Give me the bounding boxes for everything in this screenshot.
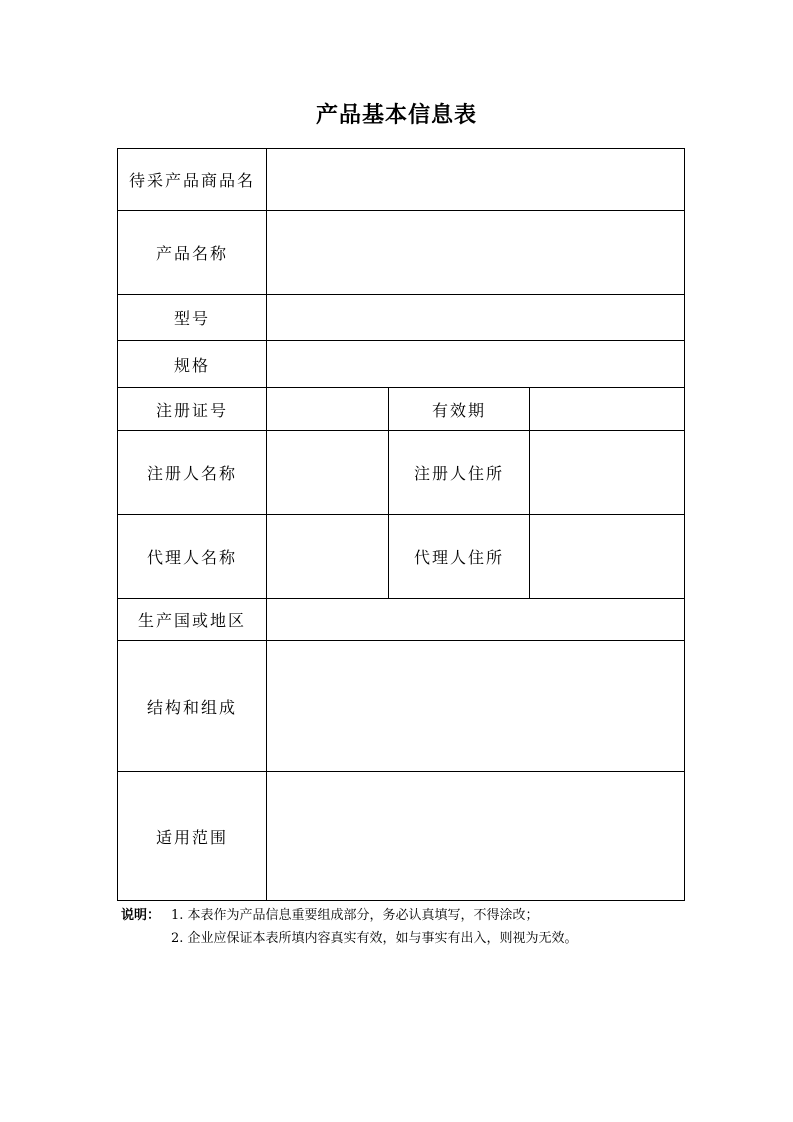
registrant-name-label: 注册人名称 — [118, 431, 267, 515]
table-row — [118, 431, 685, 515]
reg-cert-no-label: 注册证号 — [118, 388, 267, 431]
table-row — [118, 211, 685, 295]
validity-field[interactable] — [530, 388, 685, 431]
table-row — [118, 295, 685, 341]
spec-field[interactable] — [267, 341, 685, 388]
notes-label: 说明： — [121, 908, 161, 923]
note-item: 2. 企业应保证本表所填内容真实有效，如与事实有出入，则视为无效。 — [171, 931, 578, 946]
table-row — [118, 515, 685, 599]
structure-label: 结构和组成 — [118, 641, 267, 772]
model-label: 型号 — [118, 295, 267, 341]
model-field[interactable] — [267, 295, 685, 341]
note-item: 1. 本表作为产品信息重要组成部分，务必认真填写，不得涂改； — [171, 908, 539, 923]
reg-cert-no-field[interactable] — [267, 388, 389, 431]
agent-address-field[interactable] — [530, 515, 685, 599]
origin-field[interactable] — [267, 599, 685, 641]
agent-name-field[interactable] — [267, 515, 389, 599]
origin-label: 生产国或地区 — [118, 599, 267, 641]
product-name-field[interactable] — [267, 211, 685, 295]
pending-product-name-field[interactable] — [267, 149, 685, 211]
pending-product-name-label: 待采产品商品名 — [118, 149, 267, 211]
page-title: 产品基本信息表 — [315, 103, 477, 128]
validity-label: 有效期 — [389, 388, 530, 431]
notes — [121, 904, 721, 950]
note-row — [121, 927, 721, 950]
spec-label: 规格 — [118, 341, 267, 388]
table-row — [118, 599, 685, 641]
note-row — [121, 904, 721, 927]
registrant-address-field[interactable] — [530, 431, 685, 515]
table-row — [118, 772, 685, 901]
registrant-name-field[interactable] — [267, 431, 389, 515]
scope-field[interactable] — [267, 772, 685, 901]
agent-name-label: 代理人名称 — [118, 515, 267, 599]
product-name-label: 产品名称 — [118, 211, 267, 295]
registrant-address-label: 注册人住所 — [389, 431, 530, 515]
scope-label: 适用范围 — [118, 772, 267, 901]
structure-field[interactable] — [267, 641, 685, 772]
notes-label-spacer — [121, 927, 171, 950]
table-row — [118, 149, 685, 211]
agent-address-label: 代理人住所 — [389, 515, 530, 599]
table-row — [118, 641, 685, 772]
product-info-table — [117, 148, 685, 901]
table-row — [118, 388, 685, 431]
table-row — [118, 341, 685, 388]
